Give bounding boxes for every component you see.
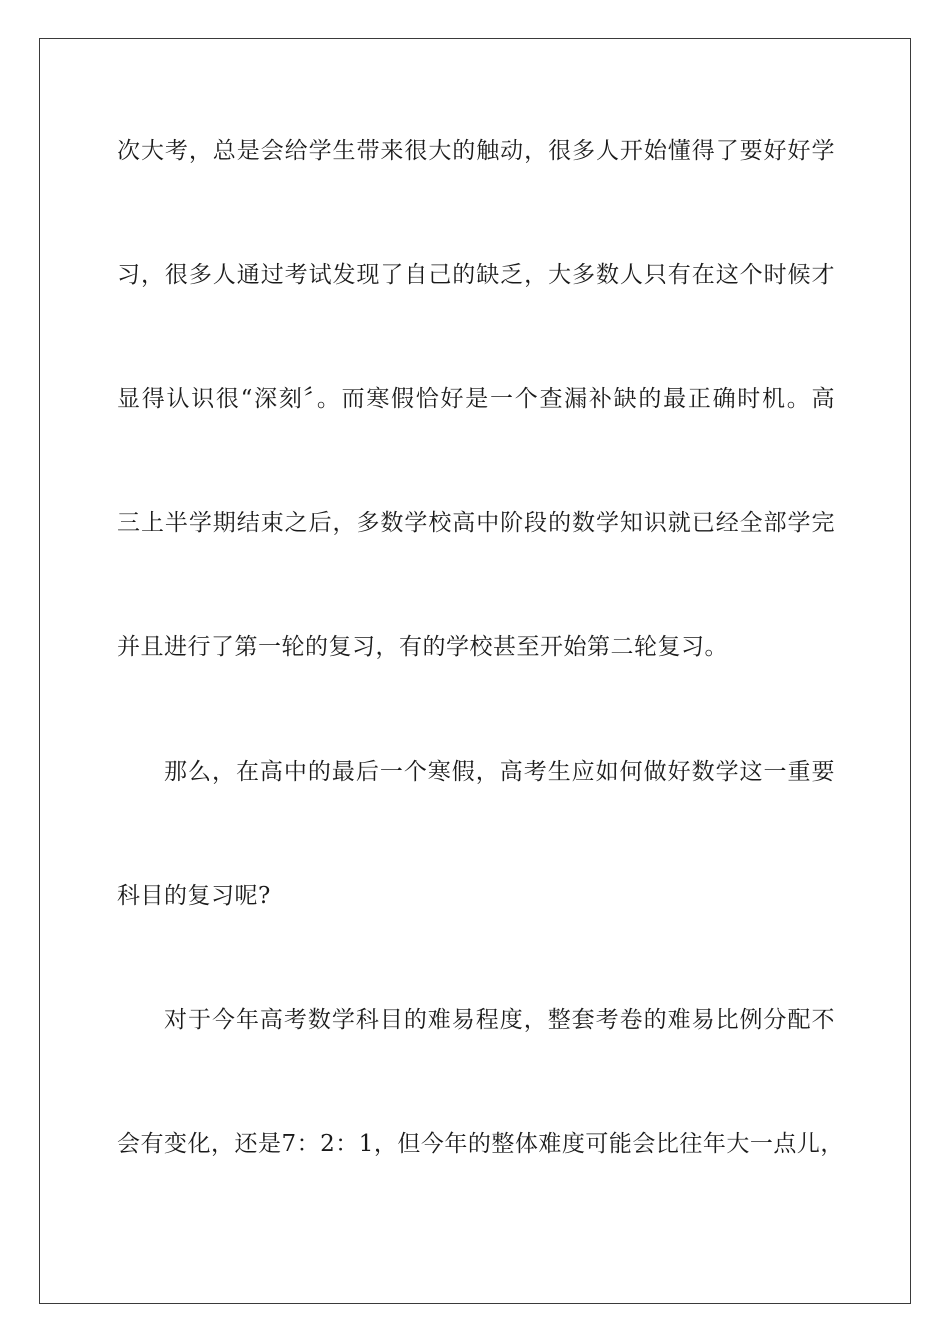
paragraph-line-8: 对于今年高考数学科目的难易程度，整套考卷的难易比例分配不 bbox=[164, 1007, 835, 1033]
paragraph-line-9: 会有变化，还是7：2：1，但今年的整体难度可能会比往年大一点儿， bbox=[117, 1131, 844, 1157]
paragraph-line-1: 次大考，总是会给学生带来很大的触动，很多人开始懂得了要好好学 bbox=[117, 138, 835, 164]
paragraph-line-6: 那么，在高中的最后一个寒假，高考生应如何做好数学这一重要 bbox=[164, 759, 835, 785]
paragraph-line-4: 三上半学期结束之后，多数学校高中阶段的数学知识就已经全部学完 bbox=[117, 510, 835, 536]
page-border bbox=[39, 38, 911, 1304]
paragraph-line-5: 并且进行了第一轮的复习，有的学校甚至开始第二轮复习。 bbox=[117, 634, 728, 660]
paragraph-line-3: 显得认识很“深刻〞。而寒假恰好是一个查漏补缺的最正确时机。高 bbox=[117, 386, 835, 412]
paragraph-line-7: 科目的复习呢? bbox=[117, 883, 271, 909]
paragraph-line-2: 习，很多人通过考试发现了自己的缺乏，大多数人只有在这个时候才 bbox=[117, 262, 835, 288]
